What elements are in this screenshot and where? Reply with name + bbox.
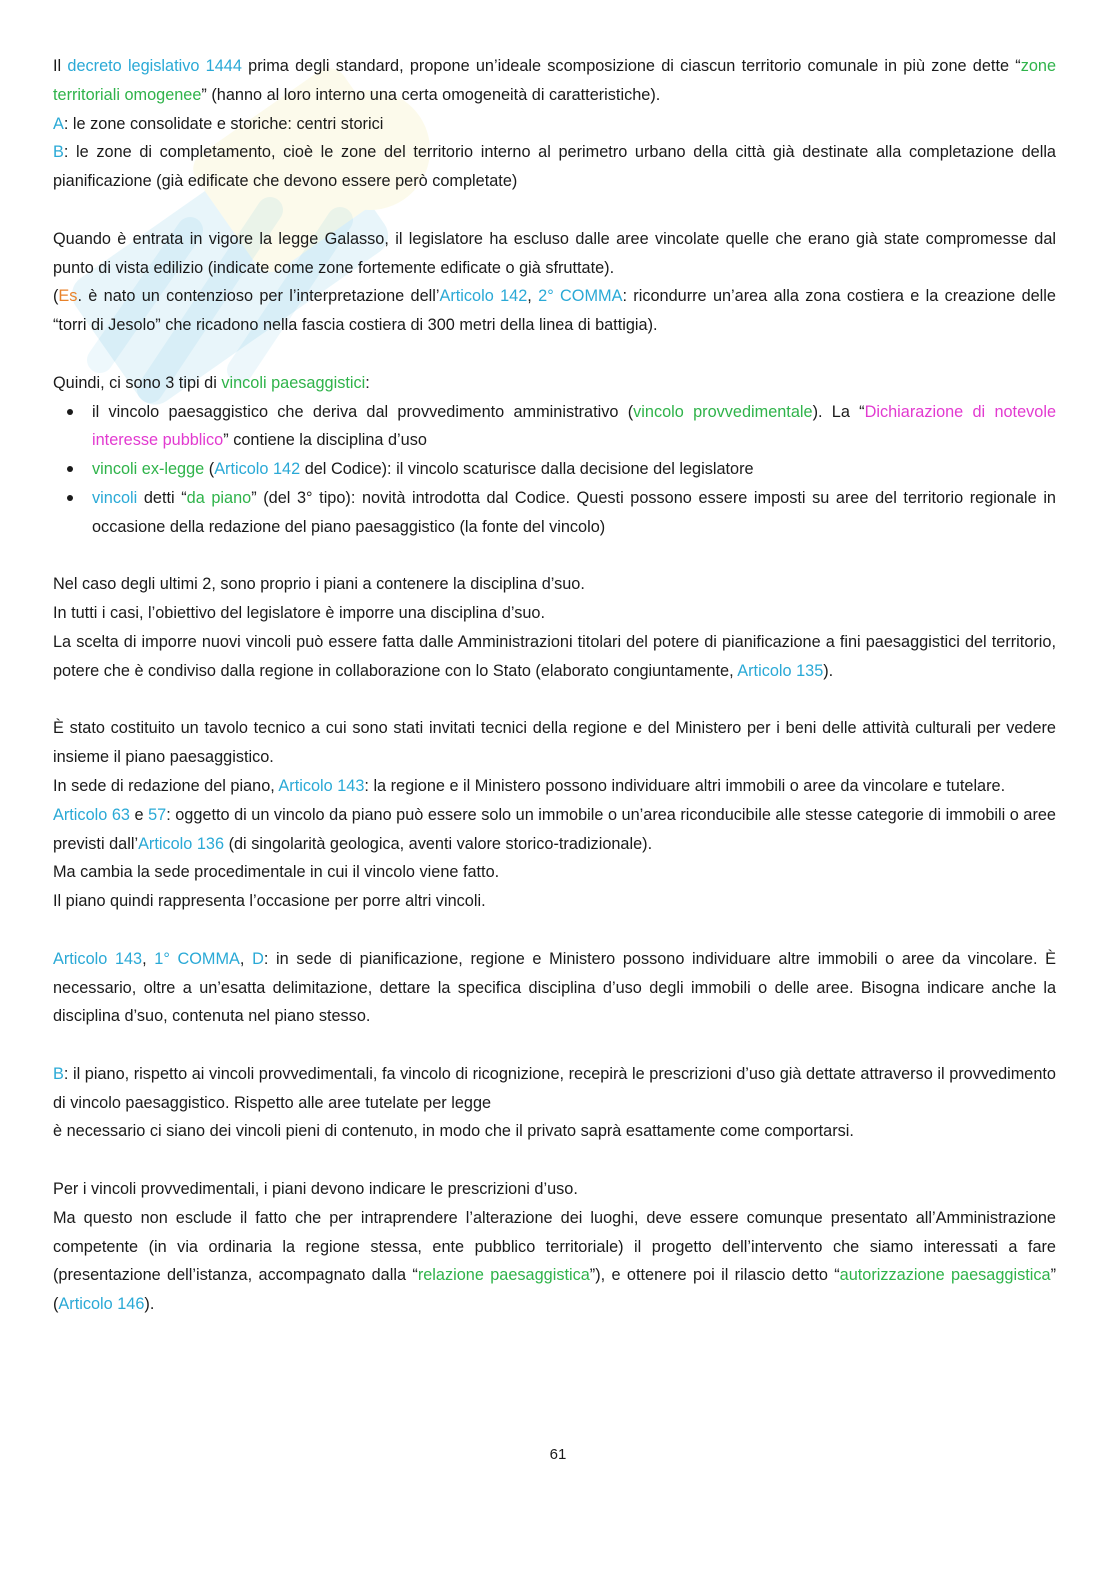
law-reference: Articolo 143 xyxy=(53,949,143,968)
law-reference: decreto legislativo 1444 xyxy=(67,57,242,75)
paragraph: è necessario ci siano dei vincoli pieni di contenuto, in modo che il privato saprà esattamente come comportarsi. xyxy=(53,1122,854,1141)
page-number: 61 xyxy=(549,1446,567,1463)
law-reference: Articolo 142 xyxy=(214,460,301,479)
paragraph-vincoli-intro: Quindi, ci sono 3 tipi di vincoli paesaggistici: xyxy=(53,373,370,392)
keyword: vincolo provvedimentale xyxy=(633,402,813,421)
paragraph-galasso: Quando è entrata in vigore la legge Galasso, il legislatore ha escluso dalle aree vincolate quelle che erano già state compromesse dal punto di vista edilizio (indicate come zone fortemente edificate o già sfruttate). xyxy=(53,229,1056,277)
zone-key: A xyxy=(53,114,64,133)
list-item: vincoli detti “da piano” (del 3° tipo): novità introdotta dal Codice. Questi possono essere imposti su aree del territorio regionale in occasione della redazione del piano paesaggistico (la fonte del vincolo) xyxy=(53,484,1056,542)
law-reference: Articolo 136 xyxy=(138,834,225,853)
paragraph: La scelta di imporre nuovi vincoli può essere fatta dalle Amministrazioni titolari del potere di pianificazione a fini paesaggistici del territorio, potere che è condiviso dalla regione in collaborazione con lo Stato (elaborato congiuntamente, Articolo 135). xyxy=(53,632,1056,680)
keyword: relazione paesaggistica xyxy=(417,1266,590,1285)
law-reference: 2° COMMA xyxy=(538,287,623,306)
paragraph: Articolo 143, 1° COMMA, D: in sede di pianificazione, regione e Ministero possono individuare altre immobili o aree da vincolare. È necessario, oltre a un’esatta delimitazione, dettare la specifica disciplina d’uso degli immobili o delle aree. Bisogna indicare anche la disciplina d’suo, contenuta nel piano stesso. xyxy=(53,949,1056,1026)
paragraph-zone-omogenee: Il decreto legislativo 1444 prima degli standard, propone un’ideale scomposizione di ciascun territorio comunale in più zone dette “zone territoriali omogenee” (hanno al loro interno una certa omogeneità di caratteristiche). xyxy=(53,57,1056,104)
paragraph: Il piano quindi rappresenta l’occasione per porre altri vincoli. xyxy=(53,892,486,911)
example-label: Es xyxy=(58,287,78,306)
paragraph: B: il piano, rispetto ai vincoli provvedimentali, fa vincolo di ricognizione, recepirà le prescrizioni d’uso già dettate attraverso il provvedimento di vincolo paesaggistico. Rispetto alle aree tutelate per legge xyxy=(53,1064,1056,1112)
paragraph: Ma questo non esclude il fatto che per intraprendere l’alterazione dei luoghi, deve essere comunque presentato all’Amministrazione competente (in via ordinaria la regione stessa, ente pubblico territoriale) il progetto dell’intervento che siamo interessati a fare (presentazione dell’istanza, accompagnato dalla “relazione paesaggistica”), e ottenere poi il rilascio detto “autorizzazione paesaggistica” (Articolo 146). xyxy=(53,1208,1056,1314)
paragraph: In sede di redazione del piano, Articolo 143: la regione e il Ministero possono individuare altri immobili o aree da vincolare e tutelare. xyxy=(53,776,1006,795)
law-reference: Articolo 143 xyxy=(278,776,365,795)
paragraph: Per i vincoli provvedimentali, i piani devono indicare le prescrizioni d’uso. xyxy=(53,1180,578,1199)
list-item: vincoli ex-legge (Articolo 142 del Codice): il vincolo scaturisce dalla decisione del legislatore xyxy=(53,455,1056,484)
vincoli-list xyxy=(53,398,1056,542)
document-page xyxy=(53,52,1056,1319)
law-reference: Articolo 142 xyxy=(439,287,528,306)
keyword: vincoli paesaggistici xyxy=(221,373,366,392)
zone-a-line: A: le zone consolidate e storiche: centri storici xyxy=(53,114,384,133)
law-reference: Articolo 135 xyxy=(737,661,824,680)
law-reference: 1° COMMA xyxy=(154,949,240,968)
law-reference: Articolo 146 xyxy=(58,1295,145,1314)
keyword: da piano xyxy=(186,488,252,507)
keyword: autorizzazione paesaggistica xyxy=(839,1266,1051,1285)
keyword: vincoli xyxy=(92,488,138,507)
keyword: zone territoriali omogenee xyxy=(53,57,1056,104)
keyword-highlight: Dichiarazione di notevole interesse pubblico xyxy=(92,402,1057,450)
zone-key: B xyxy=(53,1064,64,1083)
paragraph: È stato costituito un tavolo tecnico a cui sono stati invitati tecnici della regione e del Ministero per i beni delle attività culturali per vedere insieme il piano paesaggistico. xyxy=(53,719,1056,767)
law-reference: D xyxy=(252,949,264,968)
paragraph-jesolo: (Es. è nato un contenzioso per l’interpretazione dell’Articolo 142, 2° COMMA: ricondurre un’area alla zona costiera e la creazione delle “torri di Jesolo” che ricadono nella fascia costiera di 300 metri della linea di battigia). xyxy=(53,287,1056,335)
paragraph: In tutti i casi, l’obiettivo del legislatore è imporre una disciplina d’suo. xyxy=(53,604,546,623)
list-item: il vincolo paesaggistico che deriva dal provvedimento amministrativo (vincolo provvedimentale). La “Dichiarazione di notevole interesse pubblico” contiene la disciplina d’uso xyxy=(53,398,1056,456)
law-reference: 57 xyxy=(148,805,167,824)
zone-key: B xyxy=(53,143,64,162)
zone-b-line: B: le zone di completamento, cioè le zone del territorio interno al perimetro urbano della città già destinate alla completazione della pianificazione (già edificate che devono essere però completate) xyxy=(53,143,1056,191)
paragraph: Articolo 63 e 57: oggetto di un vincolo da piano può essere solo un immobile o un’area riconducibile alle stesse categorie di immobili o aree previsti dall’Articolo 136 (di singolarità geologica, aventi valore storico-tradizionale). xyxy=(53,805,1056,853)
paragraph: Nel caso degli ultimi 2, sono proprio i piani a contenere la disciplina d’suo. xyxy=(53,575,585,594)
law-reference: Articolo 63 xyxy=(53,805,130,824)
paragraph: Ma cambia la sede procedimentale in cui il vincolo viene fatto. xyxy=(53,863,500,882)
keyword: vincoli ex-legge xyxy=(92,460,205,479)
